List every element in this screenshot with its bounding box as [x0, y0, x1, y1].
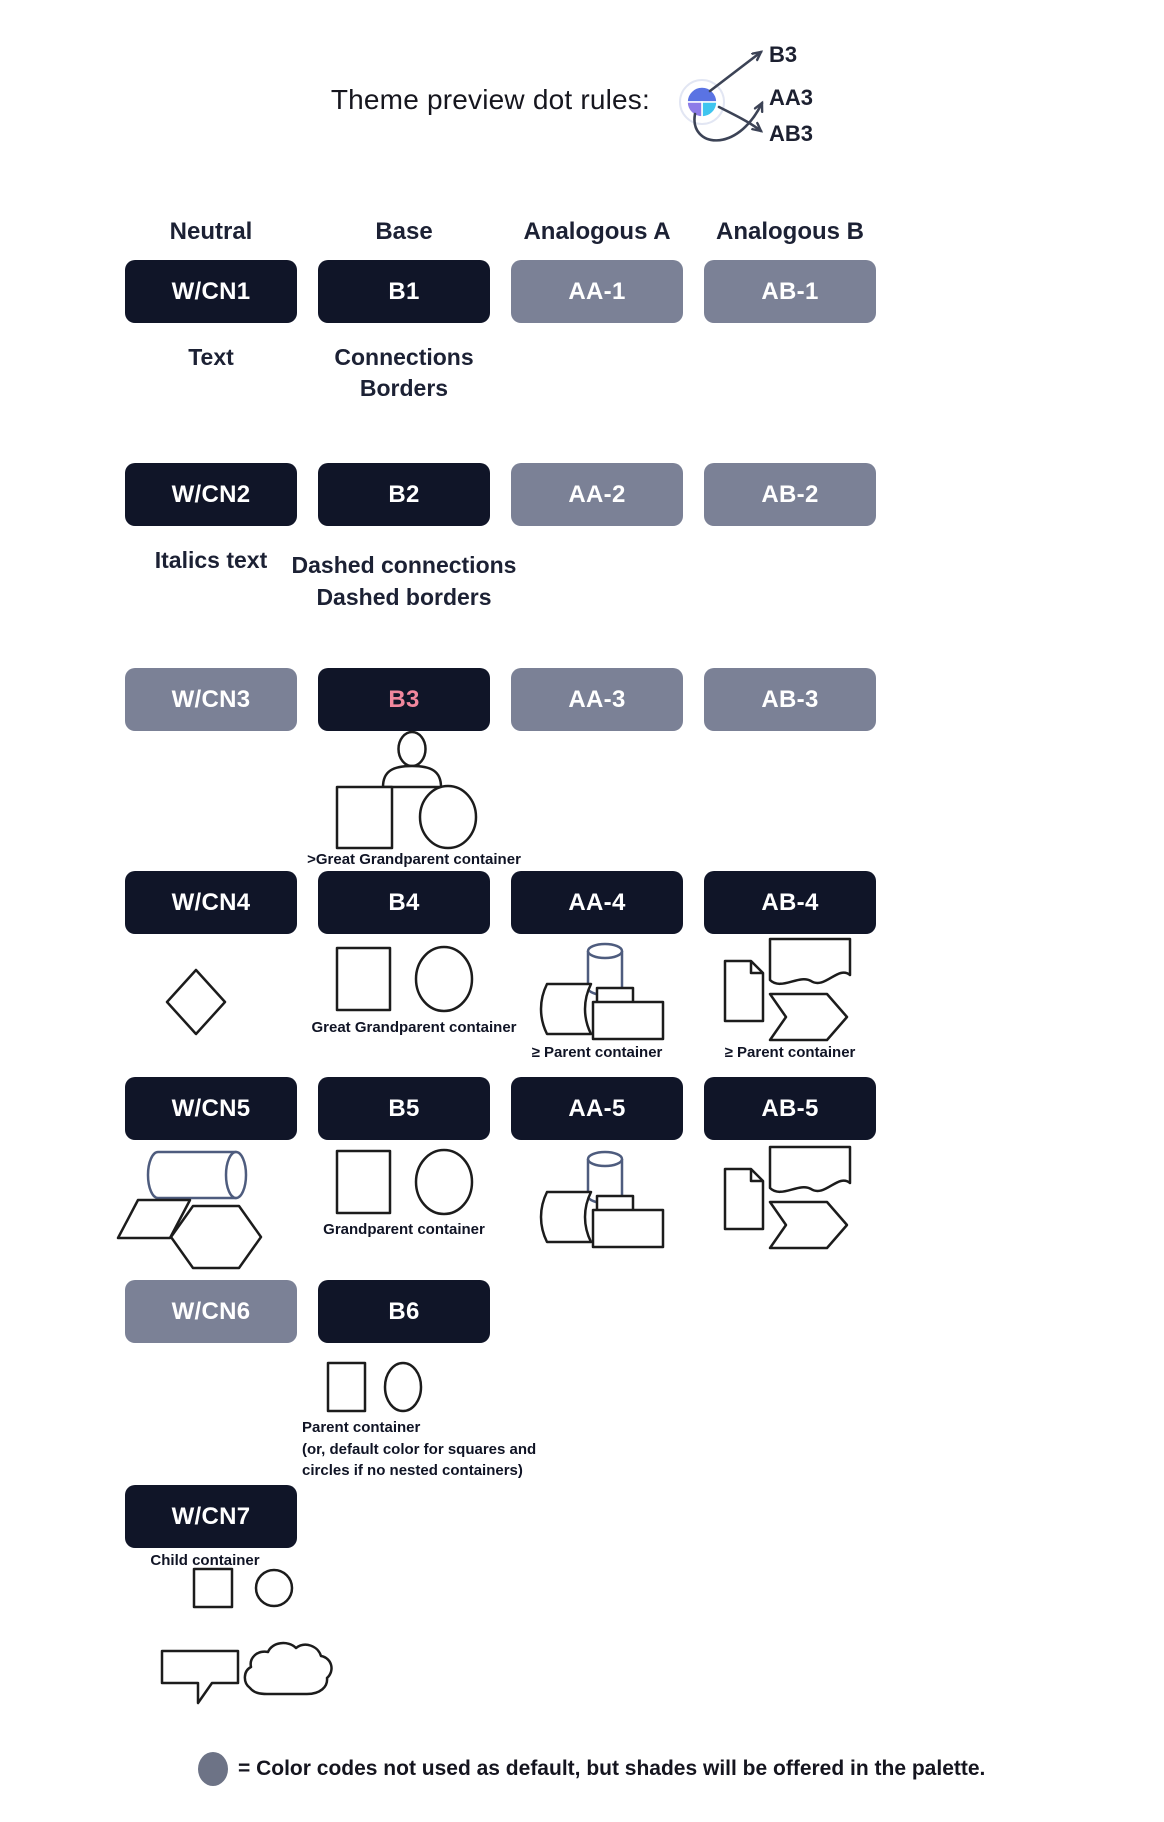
- column-header-analogous-a: Analogous A: [523, 218, 671, 245]
- hexagon-icon: [171, 1206, 261, 1268]
- caption-great-grandparent: Great Grandparent container: [311, 1019, 517, 1036]
- swatch-aa-3: AA-3: [511, 668, 683, 731]
- swatch-w-cn5: W/CN5: [125, 1077, 297, 1140]
- diamond-icon: [167, 970, 225, 1034]
- curved-rect-icon: [541, 1192, 591, 1242]
- cylinder-curvedrect-folder-group: [522, 938, 672, 1043]
- swatch-w-cn1: W/CN1: [125, 260, 297, 323]
- caption-parent-container-ab: ≥ Parent container: [724, 1044, 856, 1061]
- caption-connections: Connections: [334, 344, 474, 370]
- caption-dashed-borders: Dashed borders: [316, 584, 492, 610]
- document-icon: [725, 961, 763, 1021]
- swatch-b4: B4: [318, 871, 490, 934]
- caption-grandparent: Grandparent container: [323, 1221, 485, 1238]
- caption-text: Text: [188, 344, 234, 370]
- swatch-b6: B6: [318, 1280, 490, 1343]
- cylinder-top-icon: [588, 944, 622, 958]
- square-circle-group-child: [188, 1567, 308, 1609]
- square-shape: [328, 1363, 365, 1411]
- caption-parent-container-line3: circles if no nested containers): [302, 1462, 523, 1479]
- swatch-ab-4: AB-4: [704, 871, 876, 934]
- chevron-icon: [770, 1202, 847, 1248]
- cloud-icon: [245, 1643, 332, 1694]
- square-circle-group-b4: [329, 943, 489, 1018]
- document-wave-chevron-group: [715, 1144, 865, 1252]
- swatch-ab-1: AB-1: [704, 260, 876, 323]
- square-circle-group-b5: [329, 1146, 489, 1221]
- arrow-to-ab3: [719, 107, 761, 131]
- swatch-w-cn4: W/CN4: [125, 871, 297, 934]
- dot-label-aa3: AA3: [769, 85, 814, 110]
- caption-italics-text: Italics text: [154, 547, 268, 573]
- person-square-circle-group: [329, 726, 489, 856]
- swatch-w-cn6: W/CN6: [125, 1280, 297, 1343]
- caption-parent-container-line2: (or, default color for squares and: [302, 1441, 537, 1458]
- column-header-base: Base: [375, 218, 433, 245]
- document-icon: [725, 1169, 763, 1229]
- circle-shape: [385, 1363, 421, 1411]
- diamond-group: [161, 967, 231, 1037]
- circle-shape: [416, 947, 472, 1011]
- bubble-cloud-group: [155, 1640, 335, 1712]
- column-header-neutral: Neutral: [169, 218, 253, 245]
- swatch-b5: B5: [318, 1077, 490, 1140]
- horizontal-cylinder-end-icon: [226, 1152, 246, 1198]
- dot-label-b3: B3: [769, 42, 798, 67]
- swatch-aa-2: AA-2: [511, 463, 683, 526]
- horizontal-cylinder-icon: [148, 1152, 236, 1198]
- square-shape: [337, 1151, 390, 1213]
- chevron-icon: [770, 994, 847, 1040]
- square-shape: [337, 948, 390, 1010]
- cylinder-parallelogram-hexagon-group: [108, 1146, 273, 1271]
- swatch-ab-2: AB-2: [704, 463, 876, 526]
- cylinder-curvedrect-folder-group: [522, 1146, 672, 1251]
- swatch-w-cn2: W/CN2: [125, 463, 297, 526]
- square-shape: [194, 1569, 232, 1607]
- swatch-aa-4: AA-4: [511, 871, 683, 934]
- swatch-w-cn7: W/CN7: [125, 1485, 297, 1548]
- swatch-b1: B1: [318, 260, 490, 323]
- person-head-icon: [399, 732, 426, 766]
- circle-shape: [256, 1570, 292, 1606]
- wavy-document-icon: [770, 1147, 850, 1192]
- swatch-w-cn3: W/CN3: [125, 668, 297, 731]
- caption-borders: Borders: [359, 375, 449, 401]
- folder-body-icon: [593, 1002, 663, 1039]
- caption-parent-container-line1: Parent container: [302, 1419, 421, 1436]
- dot-label-ab3: AB3: [769, 121, 814, 146]
- theme-preview-dot-icon: [615, 15, 865, 155]
- folder-body-icon: [593, 1210, 663, 1247]
- square-shape: [337, 787, 392, 848]
- caption-child-container: Child container: [150, 1552, 260, 1569]
- swatch-aa-5: AA-5: [511, 1077, 683, 1140]
- legend-dot: [198, 1752, 228, 1786]
- swatch-b2: B2: [318, 463, 490, 526]
- page-title: Theme preview dot rules:: [330, 84, 650, 115]
- curved-rect-icon: [541, 984, 591, 1034]
- cylinder-top-icon: [588, 1152, 622, 1166]
- caption-dashed-connections: Dashed connections: [291, 552, 517, 578]
- square-circle-group-b6: [322, 1360, 442, 1416]
- circle-shape: [420, 786, 476, 848]
- circle-shape: [416, 1150, 472, 1214]
- legend-text: = Color codes not used as default, but shades will be offered in the palette.: [238, 1757, 986, 1780]
- column-header-analogous-b: Analogous B: [716, 218, 864, 245]
- swatch-ab-5: AB-5: [704, 1077, 876, 1140]
- wavy-document-icon: [770, 939, 850, 984]
- swatch-ab-3: AB-3: [704, 668, 876, 731]
- person-body-icon: [383, 766, 441, 787]
- speech-bubble-icon: [162, 1651, 238, 1703]
- arrow-to-b3: [710, 52, 761, 91]
- swatch-b3: B3: [318, 668, 490, 731]
- caption-parent-container-aa: ≥ Parent container: [531, 1044, 663, 1061]
- caption-great-grandparent-gt: >Great Grandparent container: [307, 851, 521, 868]
- swatch-aa-1: AA-1: [511, 260, 683, 323]
- document-wave-chevron-group: [715, 936, 865, 1044]
